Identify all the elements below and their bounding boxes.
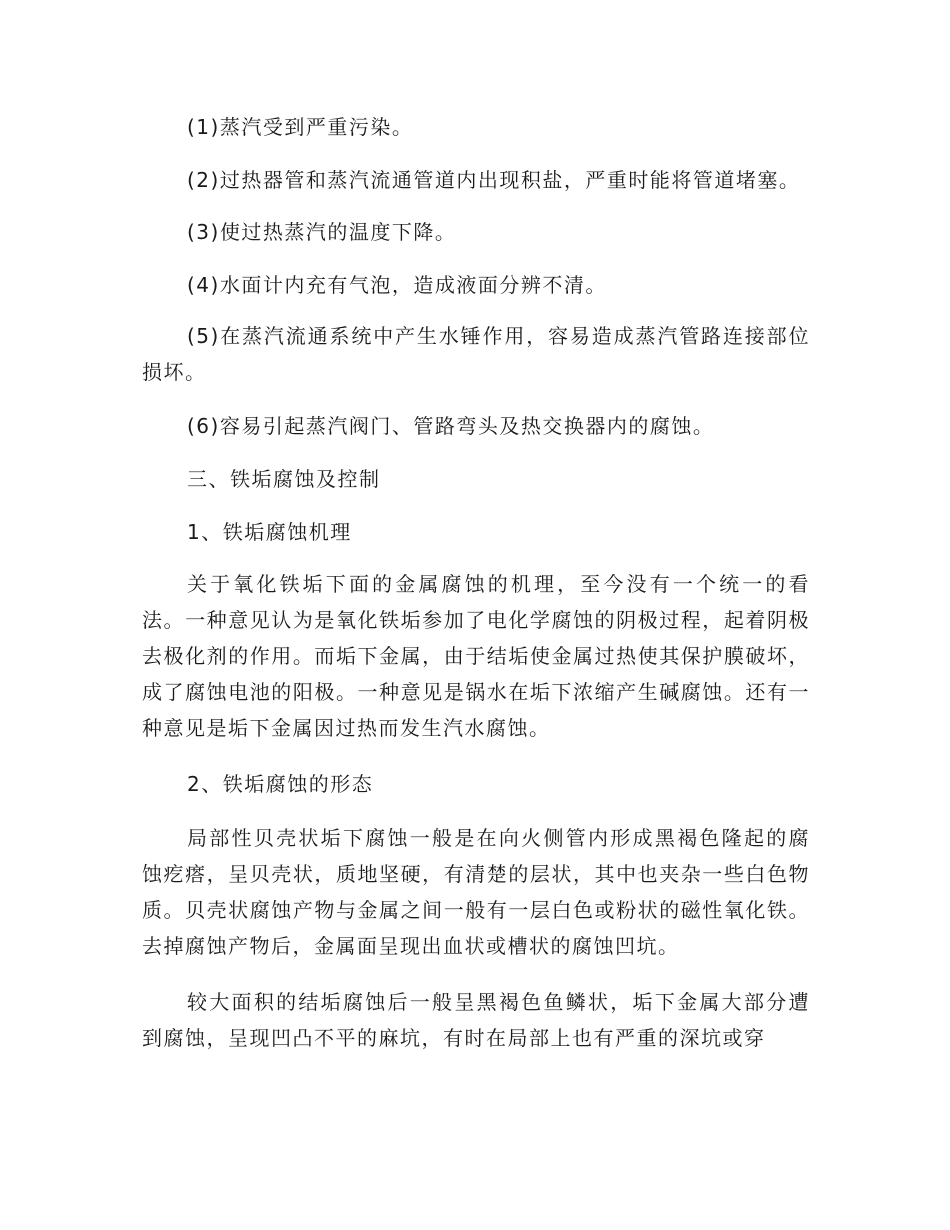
- paragraph-mechanism: 关于氧化铁垢下面的金属腐蚀的机理，至今没有一个统一的看法。一种意见认为是氧化铁垢参加了电化学腐蚀的阴极过程，起着阴极去极化剂的作用。而垢下金属，由于结垢使金属过热使其保护膜破坏，成了腐蚀电池的阳极。一种意见是锅水在垢下浓缩产生碱腐蚀。还有一种意见是垢下金属因过热而发生汽水腐蚀。: [142, 572, 810, 740]
- list-item-3: (3)使过热蒸汽的温度下降。: [187, 220, 457, 244]
- paragraph-local-corrosion: 局部性贝壳状垢下腐蚀一般是在向火侧管内形成黑褐色隆起的腐蚀疙瘩，呈贝壳状，质地坚硬，有清楚的层状，其中也夹杂一些白色物质。贝壳状腐蚀产物与金属之间一般有一层白色或粉状的磁性氧化铁。去掉腐蚀产物后，金属面呈现出血状或槽状的腐蚀凹坑。: [142, 826, 810, 958]
- subsection-heading-2: 2、铁垢腐蚀的形态: [187, 772, 374, 796]
- subsection-heading-1: 1、铁垢腐蚀机理: [187, 520, 352, 544]
- list-item-1: (1)蒸汽受到严重污染。: [187, 115, 414, 139]
- section-heading: 三、铁垢腐蚀及控制: [187, 467, 381, 491]
- paragraph-large-area-corrosion: 较大面积的结垢腐蚀后一般呈黑褐色鱼鳞状，垢下金属大部分遭到腐蚀，呈现凹凸不平的麻坑，有时在局部上也有严重的深坑或穿: [142, 990, 810, 1050]
- list-item-6: (6)容易引起蒸汽阀门、管路弯头及热交换器内的腐蚀。: [187, 414, 715, 438]
- list-item-4: (4)水面计内充有气泡，造成液面分辨不清。: [187, 273, 607, 297]
- list-item-5: (5)在蒸汽流通系统中产生水锤作用，容易造成蒸汽管路连接部位损坏。: [142, 324, 810, 384]
- list-item-2: (2)过热器管和蒸汽流通管道内出现积盐，严重时能将管道堵塞。: [187, 168, 801, 192]
